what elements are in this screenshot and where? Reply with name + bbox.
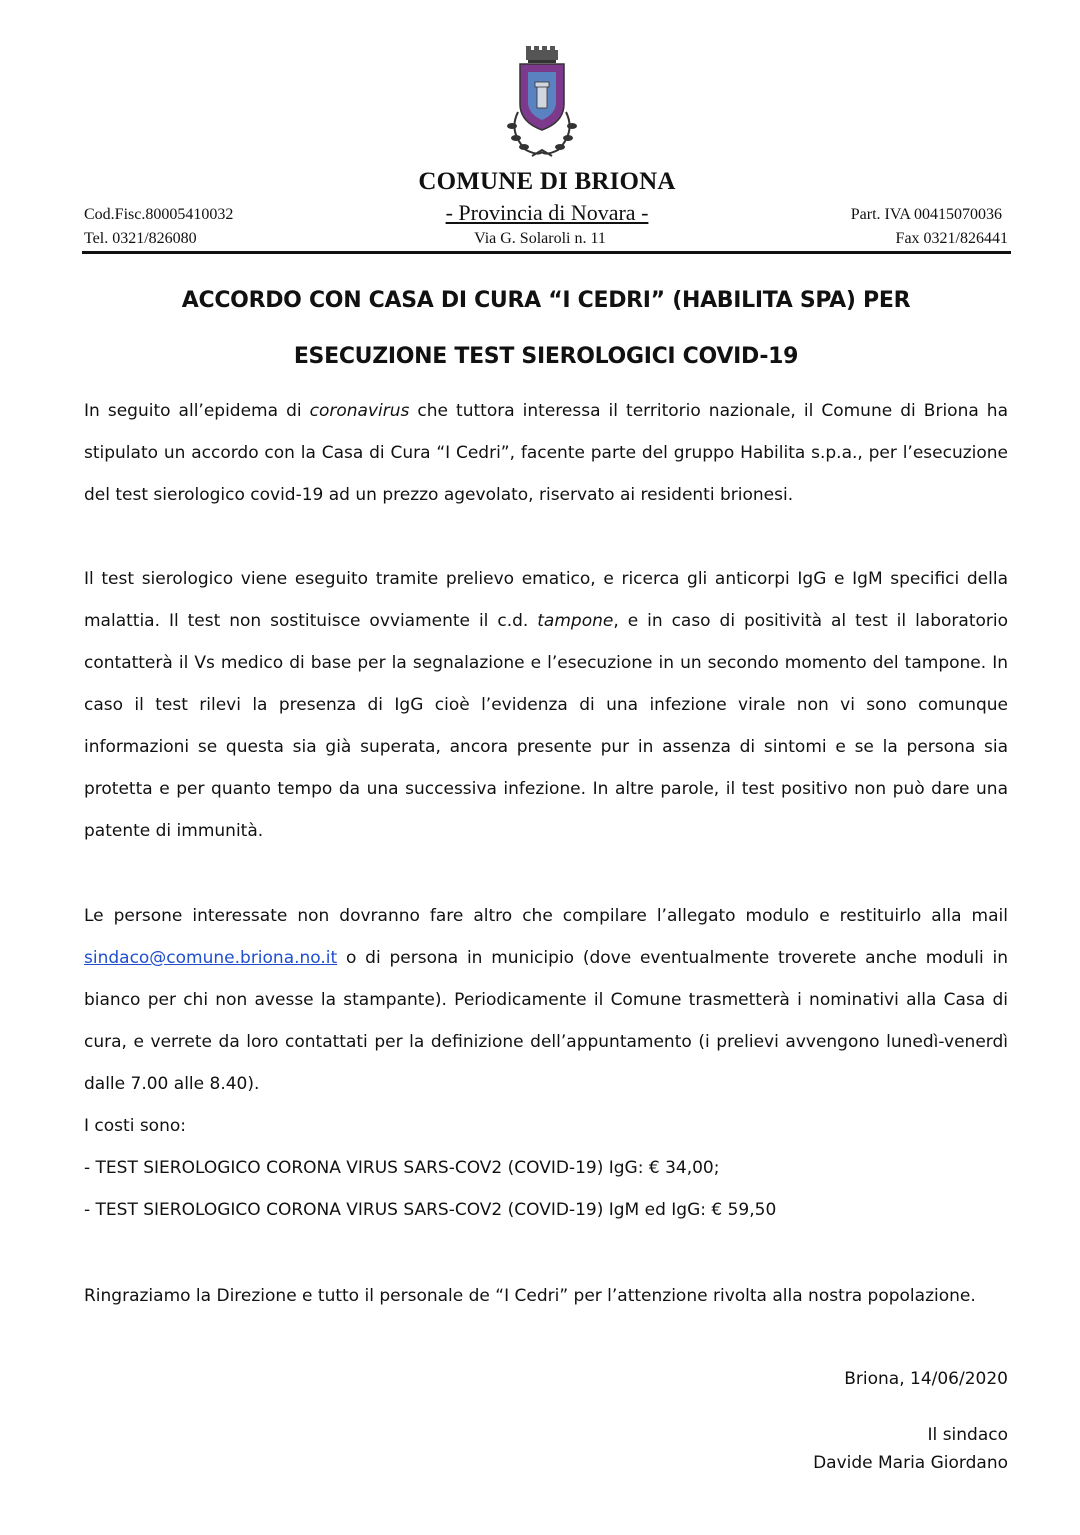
municipality-name: COMUNE DI BRIONA (418, 168, 676, 195)
paragraph-intro-text-2: che tuttora interessa il territorio nazionale, il Comune di Briona ha stipulato un accordo con la Casa di Cura “I Cedri”, facente parte del gruppo Habilita s.p.a., per l’esecuzione del test sierologico covid-19 ad un prezzo agevolato, riservato ai residenti brionesi. (84, 401, 1009, 505)
paragraph-test-italic: tampone (537, 611, 614, 631)
fax-number: Fax 0321/826441 (895, 230, 1008, 247)
fiscal-code: Cod.Fisc.80005410032 (84, 206, 234, 223)
cost-item-igg: - TEST SIEROLOGICO CORONA VIRUS SARS-COV2 (COVID-19) IgG: € 34,00; (84, 1158, 720, 1178)
email-link[interactable]: sindaco@comune.briona.no.it (84, 948, 338, 968)
place-and-date: Briona, 14/06/2020 (844, 1369, 1008, 1389)
paragraph-intro (84, 390, 1008, 516)
paragraph-test-text-2: , e in caso di positività al test il laboratorio contatterà il Vs medico di base per la segnalazione e l’esecuzione in un secondo momento del tampone. In caso il test rilevi la presenza di IgG cioè l’evidenza di una infezione virale non vi sono comunque informazioni se questa sia già superata, ancora presente pur in assenza di sintomi e se la persona sia protetta e per quanto tempo da una successiva infezione. In altre parole, il test positivo non può dare una patente di immunità. (84, 611, 1009, 841)
document-title-line-1: ACCORDO CON CASA DI CURA “I CEDRI” (HABILITA SPA) PER (181, 288, 911, 313)
header-divider (82, 251, 1011, 254)
signature-role: Il sindaco (927, 1425, 1008, 1445)
paragraph-intro-italic: coronavirus (309, 401, 410, 421)
paragraph-thanks (84, 1275, 1008, 1317)
cost-item-igm-igg: - TEST SIEROLOGICO CORONA VIRUS SARS-COV2 (COVID-19) IgM ed IgG: € 59,50 (84, 1200, 777, 1220)
paragraph-test-info (84, 558, 1008, 852)
costs-intro: I costi sono: (84, 1116, 186, 1136)
thanks-text: Ringraziamo la Direzione e tutto il personale de “I Cedri” per l’attenzione rivolta alla nostra popolazione. (84, 1286, 976, 1306)
paragraph-test-text-1: Il test sierologico viene eseguito tramite prelievo ematico, e ricerca gli anticorpi IgG e IgM specifici della malattia. Il test non sostituisce ovviamente il c.d. (84, 569, 1008, 631)
street-address: Via G. Solaroli n. 11 (474, 230, 606, 247)
signature-name: Davide Maria Giordano (813, 1453, 1008, 1473)
municipal-coat-of-arms (492, 42, 592, 172)
province-label: - Provincia di Novara - (445, 200, 649, 225)
paragraph-instructions-text-2: o di persona in municipio (dove eventualmente troverete anche moduli in bianco per chi non avesse la stampante). Periodicamente il Comune trasmetterà i nominativi alla Casa di cura, e verrete da loro contattati per la definizione dell’appuntamento (i prelievi avvengono lunedì-venerdì dalle 7.00 alle 8.40). (84, 948, 1008, 1094)
paragraph-instructions-text-1: Le persone interessate non dovranno fare altro che compilare l’allegato modulo e restituirlo alla mail (84, 906, 1008, 926)
phone-number: Tel. 0321/826080 (84, 230, 197, 247)
paragraph-intro-text-1: In seguito all’epidema di (84, 401, 310, 421)
vat-number: Part. IVA 00415070036 (850, 206, 1002, 223)
paragraph-instructions (84, 895, 1008, 1231)
document-title-line-2: ESECUZIONE TEST SIEROLOGICI COVID-19 (293, 344, 799, 369)
